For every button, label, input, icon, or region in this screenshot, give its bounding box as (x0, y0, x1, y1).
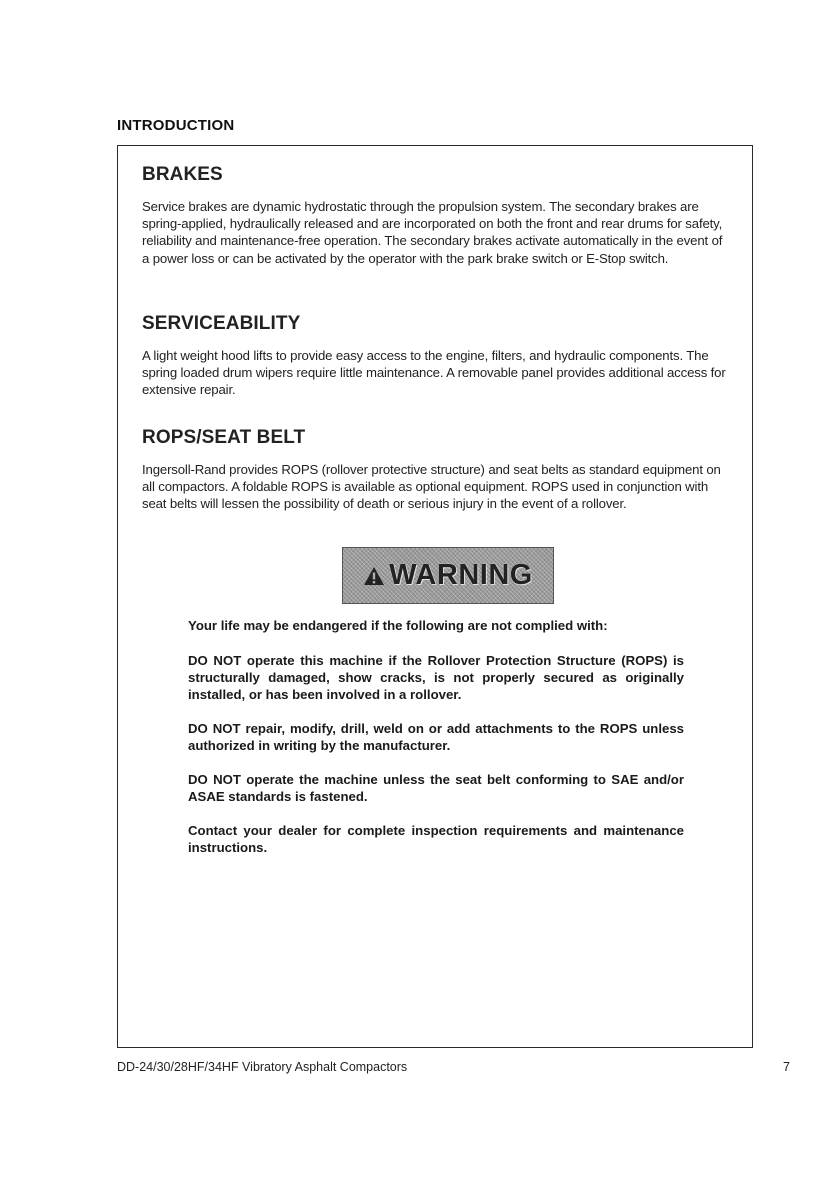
warning-triangle-icon (363, 566, 385, 586)
warning-intro (188, 617, 684, 634)
warning-item-text: DO NOT repair, modify, drill, weld on or add attachments to the ROPS unless authorized in writing by the manufacturer. (188, 721, 684, 753)
rops-title: ROPS/SEAT BELT (142, 427, 306, 448)
warning-item-text: Contact your dealer for complete inspection requirements and maintenance instructions. (188, 823, 684, 855)
section-heading: INTRODUCTION (117, 117, 235, 134)
brakes-body: Service brakes are dynamic hydrostatic through the propulsion system. The secondary brakes are spring-applied, hydraulically released and are incorporated on both the front and rear drums for safety, reliability and maintenance-free operation. The secondary brakes activate automatically in the event of a power loss or can be activated by the operator with the park brake switch or E-Stop switch. (142, 199, 723, 266)
warning-item-text: DO NOT operate the machine unless the seat belt conforming to SAE and/or ASAE standards is fastened. (188, 772, 684, 804)
serviceability-title: SERVICEABILITY (142, 313, 301, 334)
serviceability-body: A light weight hood lifts to provide easy access to the engine, filters, and hydraulic components. The spring loaded drum wipers require little maintenance. A removable panel provides additional access for extensive repair. (142, 348, 726, 398)
footer-document-title: DD-24/30/28HF/34HF Vibratory Asphalt Compactors (117, 1060, 408, 1074)
warning-label: WARNING (389, 559, 533, 591)
footer-page-number: 7 (783, 1060, 790, 1074)
brakes-section (142, 164, 732, 267)
warning-item-text: DO NOT operate this machine if the Rollover Protection Structure (ROPS) is structurally damaged, show cracks, is not properly secured as originally installed, or has been involved in a rollover. (188, 653, 684, 702)
warning-intro-text: Your life may be endangered if the following are not complied with: (188, 618, 608, 633)
content-box (117, 145, 753, 1048)
warning-item (188, 720, 684, 754)
warning-item (188, 771, 684, 805)
warning-item (188, 652, 684, 703)
rops-section (142, 427, 732, 513)
warning-item (188, 822, 684, 856)
serviceability-section (142, 313, 732, 399)
rops-body: Ingersoll-Rand provides ROPS (rollover protective structure) and seat belts as standard equipment on all compactors. A foldable ROPS is available as optional equipment. ROPS used in conjunction with seat belts will lessen the possibility of death or serious injury in the event of a rollover. (142, 462, 721, 512)
warning-banner (342, 547, 554, 604)
brakes-title: BRAKES (142, 164, 223, 185)
